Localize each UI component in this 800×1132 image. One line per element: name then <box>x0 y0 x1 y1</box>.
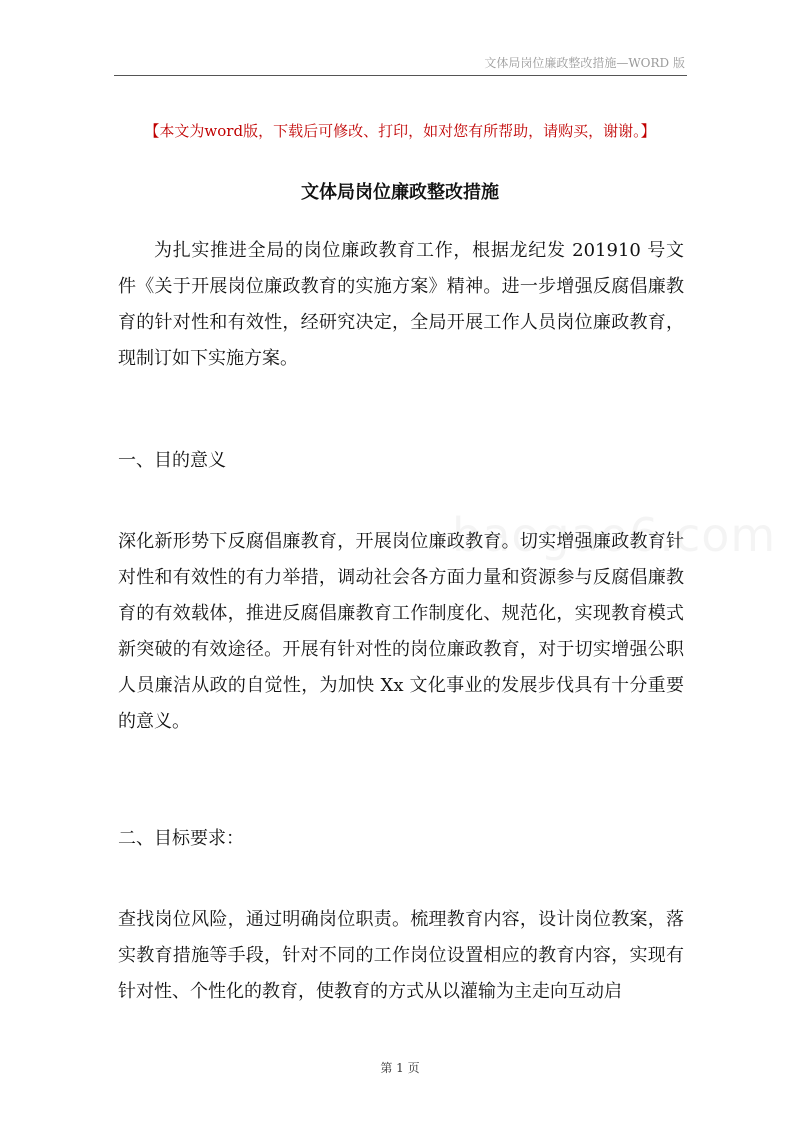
section-heading-goals: 二、目标要求： <box>118 828 244 849</box>
document-title: 文体局岗位廉政整改措施 <box>301 182 499 203</box>
section-body-purpose: 深化新形势下反腐倡廉教育，开展岗位廉政教育。切实增强廉政教育针对性和有效性的有力举措，调动社会各方面力量和资源参与反腐倡廉教育的有效载体，推进反腐倡廉教育工作制度化、规范化，实现教育模式新突破的有效途径。开展有针对性的岗位廉政教育，对于切实增强公职人员廉洁从政的自觉性，为加快 Xx 文化事业的发展步伐具有十分重要的意义。 <box>118 531 684 732</box>
running-header: 文体局岗位廉政整改措施—WORD 版 <box>484 56 685 70</box>
section-heading-purpose: 一、目的意义 <box>118 450 226 471</box>
purchase-notice: 【本文为word版，下载后可修改、打印，如对您有所帮助，请购买，谢谢。】 <box>144 122 656 140</box>
intro-paragraph: 为扎实推进全局的岗位廉政教育工作，根据龙纪发 201910 号文件《关于开展岗位廉政教育的实施方案》精神。进一步增强反腐倡廉教育的针对性和有效性，经研究决定，全局开展工作人员岗位廉政教育，现制订如下实施方案。 <box>118 240 684 369</box>
section-body-goals: 查找岗位风险，通过明确岗位职责。梳理教育内容，设计岗位教案，落实教育措施等手段，针对不同的工作岗位设置相应的教育内容，实现有针对性、个性化的教育，使教育的方式从以灌输为主走向互动启 <box>118 909 684 1002</box>
page-number: 第 1 页 <box>380 1061 420 1075</box>
header-divider <box>114 75 687 76</box>
